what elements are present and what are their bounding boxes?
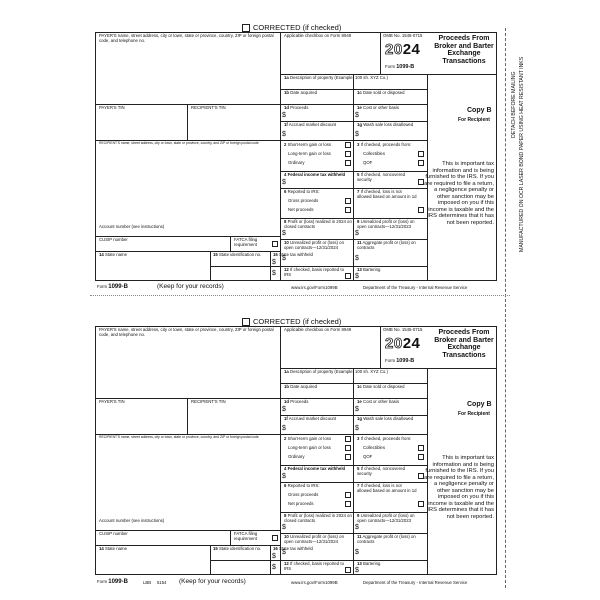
box3-b: QOF <box>363 454 373 459</box>
box2-long-term-checkbox[interactable] <box>345 151 351 157</box>
box4-label: 4 Federal income tax withheld <box>284 172 346 177</box>
payer-tin-label: PAYER'S TIN <box>99 399 125 404</box>
box6-net-checkbox[interactable] <box>345 207 351 213</box>
tax-notice: This is important tax information and is being furnished to the IRS. If you are required to file a return, a negligence penalty or other sanction may be imposed on you if this income is taxable and the IRS determines that it has not been reported. <box>424 455 494 520</box>
box13-label: 13 Bartering <box>357 267 381 272</box>
box6-a: Gross proceeds <box>288 198 319 203</box>
box14-label: 14 State name <box>99 252 127 257</box>
box4-label: 4 Federal income tax withheld <box>284 466 346 471</box>
box16-label: 16 State tax withheld <box>273 252 313 257</box>
box3-label: 3 If checked, proceeds from: <box>357 142 412 147</box>
box15-label: 15 State identification no. <box>213 252 262 257</box>
box6-label: 6 Reported to IRS: <box>284 483 320 488</box>
box1b-label: 1b Date acquired <box>284 384 317 389</box>
box1f-label: 1f Accrued market discount <box>284 122 337 127</box>
footer-dept: Department of the Treasury - Internal Revenue Service <box>363 285 468 290</box>
box3-b: QOF <box>363 160 373 165</box>
box5-label: 5 If checked, noncovered security <box>357 172 406 182</box>
box1c-label: 1c Date sold or disposed <box>357 90 405 95</box>
footer-form: Form 1099-B <box>97 284 128 290</box>
box13-label: 13 Bartering <box>357 561 381 566</box>
box2-ordinary-checkbox[interactable] <box>345 454 351 460</box>
box7-label: 7 If checked, loss is not allowed based on amount in 1d <box>357 483 417 493</box>
box12-label: 12 If checked, basis reported to IRS <box>284 267 344 277</box>
copy-b-label: Copy B <box>467 401 492 408</box>
box2-a: 2 Short-term gain or loss <box>284 142 332 147</box>
recipient-tin-label: RECIPIENT'S TIN <box>191 399 226 404</box>
box2-b: Long-term gain or loss <box>288 445 331 450</box>
box1d-label: 1d Proceeds <box>284 105 309 110</box>
omb-number: OMB No. 1545-0715 <box>383 327 423 332</box>
box2-long-term-checkbox[interactable] <box>345 445 351 451</box>
tax-year: 2024 <box>385 335 421 352</box>
box8-label: 8 Profit or (loss) realized in 2024 on closed contracts <box>284 513 352 523</box>
box6-b: Net proceeds <box>288 501 314 506</box>
form-number-small: Form 1099-B <box>385 64 415 70</box>
box1d-label: 1d Proceeds <box>284 399 309 404</box>
recipient-label: RECIPIENT'S name, street address, city or town, state or province, country, and ZIP or foreign postal code <box>99 141 259 145</box>
form-title: Proceeds From Broker and Barter Exchange Transactions <box>434 329 494 360</box>
box1a-label: 1a Description of property (Example: 100 sh. XYZ Co.) <box>284 75 388 80</box>
box7-label: 7 If checked, loss is not allowed based on amount in 1d <box>357 189 417 199</box>
box6-gross-checkbox[interactable] <box>345 492 351 498</box>
box3-collectibles-checkbox[interactable] <box>418 445 424 451</box>
fatca-checkbox[interactable] <box>272 241 278 247</box>
fatca-checkbox[interactable] <box>272 535 278 541</box>
footer-form: Form 1099-B <box>97 579 128 585</box>
box12-label: 12 If checked, basis reported to IRS <box>284 561 344 571</box>
account-number-label: Account number (see instructions) <box>99 518 165 523</box>
box1e-label: 1e Cost or other basis <box>357 105 400 110</box>
corrected-checkbox[interactable] <box>242 318 250 326</box>
footer-code: 5154 <box>157 580 167 585</box>
checkbox-8949-label: Applicable checkbox on Form 8949 <box>284 327 352 332</box>
box8-label: 8 Profit or (loss) realized in 2024 on closed contracts <box>284 219 352 229</box>
form-title: Proceeds From Broker and Barter Exchange Transactions <box>434 35 494 66</box>
checkbox-8949-label: Applicable checkbox on Form 8949 <box>284 33 352 38</box>
box2-c: Ordinary <box>288 160 305 165</box>
for-recipient-label: For Recipient <box>458 117 490 123</box>
fatca-label: FATCA filing requirement <box>234 531 258 541</box>
fatca-label: FATCA filing requirement <box>234 237 258 247</box>
box2-b: Long-term gain or loss <box>288 151 331 156</box>
box9-label: 9 Unrealized profit or (loss) on open contracts—12/31/2023 <box>357 219 415 229</box>
detach-line <box>505 28 506 588</box>
box1c-label: 1c Date sold or disposed <box>357 384 405 389</box>
box12-checkbox[interactable] <box>345 273 351 279</box>
perforation-line <box>90 295 510 296</box>
box6-net-checkbox[interactable] <box>345 501 351 507</box>
keep-records: (Keep for your records) <box>179 578 246 585</box>
box1f-label: 1f Accrued market discount <box>284 416 337 421</box>
payer-label: PAYER'S name, street address, city or town, state or province, country, ZIP or foreign postal code, and telephone no. <box>99 327 274 337</box>
box10-label: 10 Unrealized profit or (loss) on open contracts—12/31/2024 <box>284 240 344 250</box>
copy-top: CORRECTED (if checked) PAYER'S name, street address, city or town, state or province, country, ZIP or foreign postal code, and telephone no. Applicable checkbox on Form 8949 OMB No. 1545-0715 2024 Form 1099-B Proceeds From Broker and Barter Exchange Transactions 1a Description of property (Example: 100 sh. XYZ Co.) 1b Date acquired 1c Date sold or disposed PAYER'S TIN RECIPIENT'S TIN 1d Proceeds $ 1e Cost or other basis $ 1f Accrued market discount $ 1g Wash sale loss disallowed $ Copy B For Recipient RECIPIENT'S name, street address, city or town, state or province, country, and ZIP or foreign postal code 2 Short-term gain or loss Long-term gain or loss Ordinary 3 If checked, proceeds from: Collectibles QOF 4 Federal income tax withheld $ 5 If checked, noncovered security 6 Reported to IRS: Gross proceeds Net proceeds 7 If checked, loss is not allowed based on amount in 1d 8 Profit or (loss) realized in 2024 on closed contracts $ 9 Unrealized profit or (loss) on open contracts—12/31/2023 $ Account number (see instructions) CUSIP number FATCA filing requirement 10 Unrealized profit or (loss) on open contracts—12/31/2024 $ 11 Aggregate profit or (loss) on contracts $ 14 State name 15 State identification no. 16 State tax withheld $ $ 12 If checked, basis reported to IRS 13 Bartering $ This is important tax information and is being furnished to the IRS. If you are required to file a return, a negligence penalty or other sanction may be imposed on you if this income is taxable and the IRS determines that it has not been reported. Form 1099-B (Keep for your records) www.irs.gov/Form1099B Department of the Treasury - Internal Revenue Service <box>95 22 497 290</box>
box9-label: 9 Unrealized profit or (loss) on open contracts—12/31/2023 <box>357 513 415 523</box>
corrected-checkbox[interactable] <box>242 24 250 32</box>
cusip-label: CUSIP number <box>99 237 128 242</box>
form-number-small: Form 1099-B <box>385 358 415 364</box>
box15-label: 15 State identification no. <box>213 546 262 551</box>
box1e-label: 1e Cost or other basis <box>357 399 400 404</box>
recipient-label: RECIPIENT'S name, street address, city or town, state or province, country, and ZIP or foreign postal code <box>99 435 259 439</box>
box3-a: Collectibles <box>363 151 385 156</box>
corrected-label: CORRECTED (if checked) <box>253 317 342 326</box>
box2-a: 2 Short-term gain or loss <box>284 436 332 441</box>
corrected-label: CORRECTED (if checked) <box>253 23 342 32</box>
for-recipient-label: For Recipient <box>458 411 490 417</box>
omb-number: OMB No. 1545-0715 <box>383 33 423 38</box>
keep-records: (Keep for your records) <box>157 283 224 290</box>
box2-c: Ordinary <box>288 454 305 459</box>
box5-label: 5 If checked, noncovered security <box>357 466 406 476</box>
box6-a: Gross proceeds <box>288 492 319 497</box>
copy-b-label: Copy B <box>467 107 492 114</box>
box2-ordinary-checkbox[interactable] <box>345 160 351 166</box>
box6-gross-checkbox[interactable] <box>345 198 351 204</box>
account-number-label: Account number (see instructions) <box>99 224 165 229</box>
cusip-label: CUSIP number <box>99 531 128 536</box>
payer-label: PAYER'S name, street address, city or town, state or province, country, ZIP or foreign postal code, and telephone no. <box>99 33 274 43</box>
recipient-tin-label: RECIPIENT'S TIN <box>191 105 226 110</box>
box2-short-term-checkbox[interactable] <box>345 142 351 148</box>
box14-label: 14 State name <box>99 546 127 551</box>
manufactured-text: MANUFACTURED ON OCR LASER BOND PAPER USING HEAT RESISTANT INKS <box>519 56 525 252</box>
footer-url: www.irs.gov/Form1099B <box>291 285 338 290</box>
footer-dept: Department of the Treasury - Internal Revenue Service <box>363 580 468 585</box>
box6-label: 6 Reported to IRS: <box>284 189 320 194</box>
box11-label: 11 Aggregate profit or (loss) on contracts <box>357 240 416 250</box>
box6-b: Net proceeds <box>288 207 314 212</box>
box10-label: 10 Unrealized profit or (loss) on open contracts—12/31/2024 <box>284 534 344 544</box>
detach-text: DETACH BEFORE MAILING <box>511 71 517 138</box>
box1g-label: 1g Wash sale loss disallowed <box>357 416 414 421</box>
box16-label: 16 State tax withheld <box>273 546 313 551</box>
tax-year: 2024 <box>385 41 421 58</box>
box11-label: 11 Aggregate profit or (loss) on contracts <box>357 534 416 544</box>
box2-short-term-checkbox[interactable] <box>345 436 351 442</box>
box1b-label: 1b Date acquired <box>284 90 317 95</box>
box12-checkbox[interactable] <box>345 567 351 573</box>
payer-tin-label: PAYER'S TIN <box>99 105 125 110</box>
tax-notice: This is important tax information and is being furnished to the IRS. If you are required to file a return, a negligence penalty or other sanction may be imposed on you if this income is taxable and the IRS determines that it has not been reported. <box>424 161 494 226</box>
box3-label: 3 If checked, proceeds from: <box>357 436 412 441</box>
box1g-label: 1g Wash sale loss disallowed <box>357 122 414 127</box>
box3-collectibles-checkbox[interactable] <box>418 151 424 157</box>
box3-a: Collectibles <box>363 445 385 450</box>
copy-bottom: CORRECTED (if checked) PAYER'S name, street address, city or town, state or province, country, ZIP or foreign postal code, and telephone no. Applicable checkbox on Form 8949 OMB No. 1545-0715 2024 Form 1099-B Proceeds From Broker and Barter Exchange Transactions 1a Description of property (Example: 100 sh. XYZ Co.) 1b Date acquired 1c Date sold or disposed PAYER'S TIN RECIPIENT'S TIN 1d Proceeds $ 1e Cost or other basis $ 1f Accrued market discount $ 1g Wash sale loss disallowed $ Copy B For Recipient RECIPIENT'S name, street address, city or town, state or province, country, and ZIP or foreign postal code 2 Short-term gain or loss Long-term gain or loss Ordinary 3 If checked, proceeds from: Collectibles QOF 4 Federal income tax withheld $ 5 If checked, noncovered security 6 Reported to IRS: Gross proceeds Net proceeds 7 If checked, loss is not allowed based on amount in 1d 8 Profit or (loss) realized in 2024 on closed contracts $ 9 Unrealized profit or (loss) on open contracts—12/31/2023 $ Account number (see instructions) CUSIP number FATCA filing requirement 10 Unrealized profit or (loss) on open contracts—12/31/2024 $ 11 Aggregate profit or (loss) on contracts $ 14 State name 15 State identification no. 16 State tax withheld $ $ 12 If checked, basis reported to IRS 13 Bartering $ This is important tax information and is being furnished to the IRS. If you are required to file a return, a negligence penalty or other sanction may be imposed on you if this income is taxable and the IRS determines that it has not been reported. Form 1099-B LBB 5154 (Keep for your records) www.irs.gov/Form1099B Department of the Treasury - Internal Revenue Service <box>95 316 497 584</box>
footer-url: www.irs.gov/Form1099B <box>291 580 338 585</box>
box1a-label: 1a Description of property (Example: 100 sh. XYZ Co.) <box>284 369 388 374</box>
footer-lbb: LBB <box>143 580 152 585</box>
